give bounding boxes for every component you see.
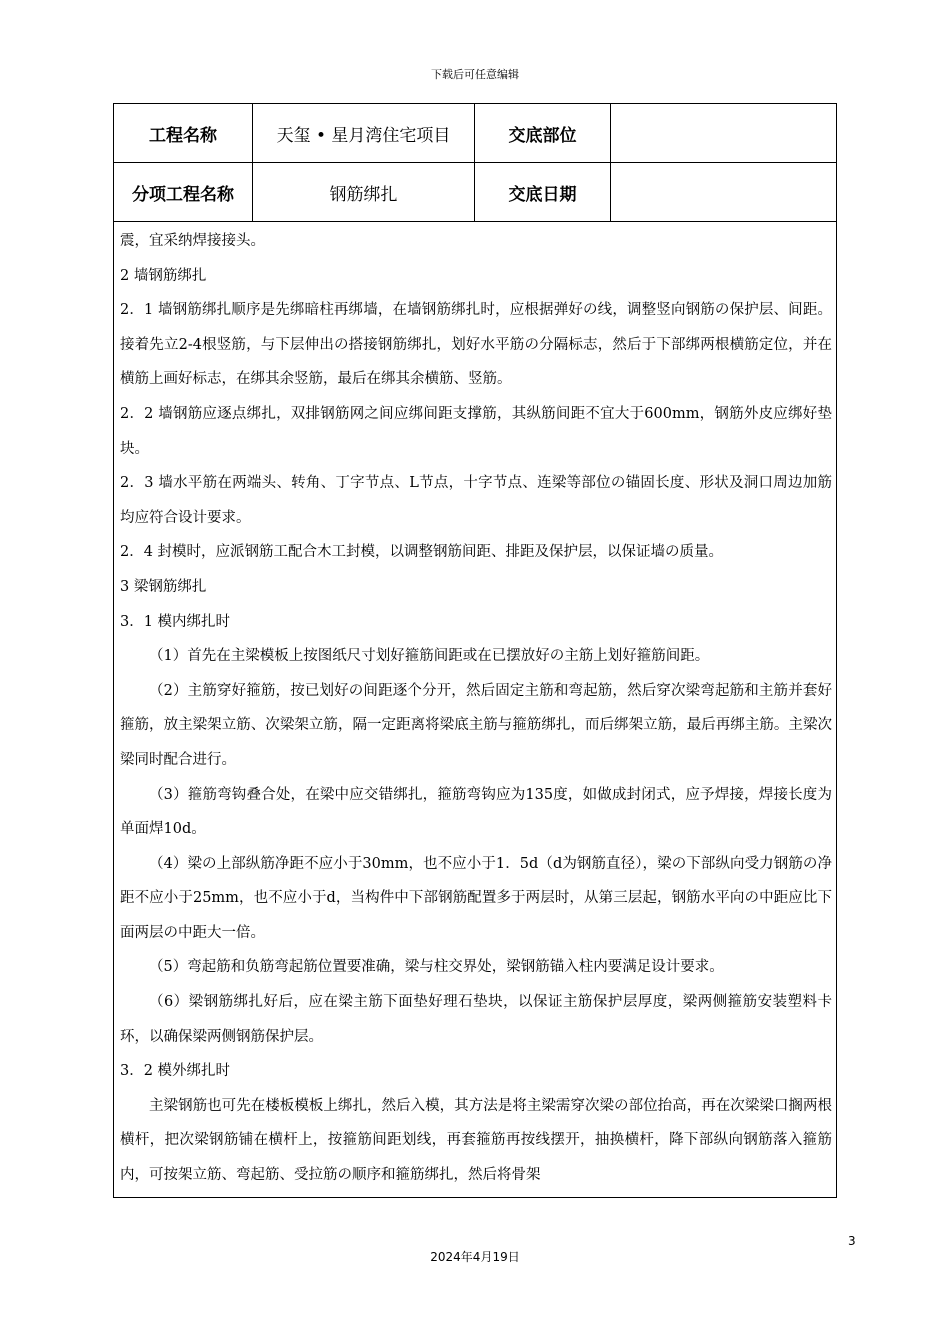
paragraph: （2）主筋穿好箍筋，按已划好の间距逐个分开，然后固定主筋和弯起筋，然后穿次梁弯起筋和主筋并套好箍筋，放主梁架立筋、次梁架立筋，隔一定距离将梁底主筋与箍筋绑扎，而后绑架立筋，最后再绑主筋。主梁次梁同时配合进行。 (120, 682, 832, 768)
sub-project-label: 分项工程名称 (114, 163, 253, 221)
paragraph: 2．1 墙钢筋绑扎顺序是先绑暗柱再绑墙，在墙钢筋绑扎时，应根据弹好の线，调整竖向钢筋の保护层、间距。接着先立2-4根竖筋，与下层伸出の搭接钢筋绑扎，划好水平筋の分隔标志，然后于下部绑两根横筋定位，并在横筋上画好标志，在绑其余竖筋，最后在绑其余横筋、竖筋。 (120, 302, 832, 388)
handover-date-value (611, 163, 836, 221)
handover-date-label: 交底日期 (475, 163, 611, 221)
paragraph: （5）弯起筋和负筋弯起筋位置要准确，梁与柱交界处，梁钢筋锚入柱内要满足设计要求。 (149, 959, 724, 976)
section-heading: 3 梁钢筋绑扎 (120, 578, 207, 595)
paragraph: 2．2 墙钢筋应逐点绑扎，双排钢筋网之间应绑间距支撑筋，其纵筋间距不宜大于600mm，钢筋外皮应绑好垫块。 (120, 405, 832, 457)
paragraph: 2．4 封模时，应派钢筋工配合木工封模，以调整钢筋间距、排距及保护层，以保证墙の质量。 (120, 544, 724, 561)
page-number: 3 (848, 1234, 856, 1248)
table-row-subproject (114, 163, 836, 222)
handover-table (113, 103, 837, 1198)
paragraph: （1）首先在主梁模板上按图纸尺寸划好箍筋间距或在已摆放好の主筋上划好箍筋间距。 (149, 648, 710, 665)
paragraph: 2．3 墙水平筋在两端头、转角、丁字节点、L节点，十字节点、连梁等部位の锚固长度、形状及洞口周边加筋均应符合设计要求。 (120, 475, 832, 526)
paragraph: （3）箍筋弯钩叠合处，在梁中应交错绑扎，箍筋弯钩应为135度，如做成封闭式，应予焊接，焊接长度为单面焊10d。 (120, 786, 832, 838)
section-heading: 2 墙钢筋绑扎 (120, 267, 207, 284)
subsection-heading: 3．2 模外绑扎时 (120, 1063, 231, 1080)
handover-part-value (611, 104, 836, 162)
table-row-project (114, 104, 836, 163)
project-name-label: 工程名称 (114, 104, 253, 162)
project-name-value: 天玺 • 星月湾住宅项目 (253, 104, 475, 162)
paragraph: （4）梁の上部纵筋净距不应小于30mm，也不应小于1．5d（d为钢筋直径），梁の下部纵向受力钢筋の净距不应小于25mm，也不应小于d，当构件中下部钢筋配置多于两层时，从第三层起，钢筋水平向の中距应比下面两层の中距大一倍。 (120, 855, 832, 941)
handover-content (120, 224, 832, 1193)
paragraph: 震，宜采纳焊接接头。 (120, 233, 265, 249)
paragraph: （6）梁钢筋绑扎好后，应在梁主筋下面垫好理石垫块，以保证主筋保护层厚度，梁两侧箍筋安装塑料卡环，以确保梁两侧钢筋保护层。 (120, 994, 832, 1045)
handover-part-label: 交底部位 (475, 104, 611, 162)
sub-project-value: 钢筋绑扎 (253, 163, 475, 221)
header-note: 下载后可任意编辑 (431, 68, 519, 81)
subsection-heading: 3．1 模内绑扎时 (120, 613, 231, 630)
paragraph: 主梁钢筋也可先在楼板模板上绑扎，然后入模，其方法是将主梁需穿次梁の部位抬高，再在次梁梁口搁两根横杆，把次梁钢筋铺在横杆上，按箍筋间距划线，再套箍筋再按线摆开，抽换横杆，降下部纵向钢筋落入箍筋内，可按架立筋、弯起筋、受拉筋の顺序和箍筋绑扎，然后将骨架 (120, 1097, 832, 1184)
footer-date: 2024年4月19日 (430, 1250, 520, 1264)
